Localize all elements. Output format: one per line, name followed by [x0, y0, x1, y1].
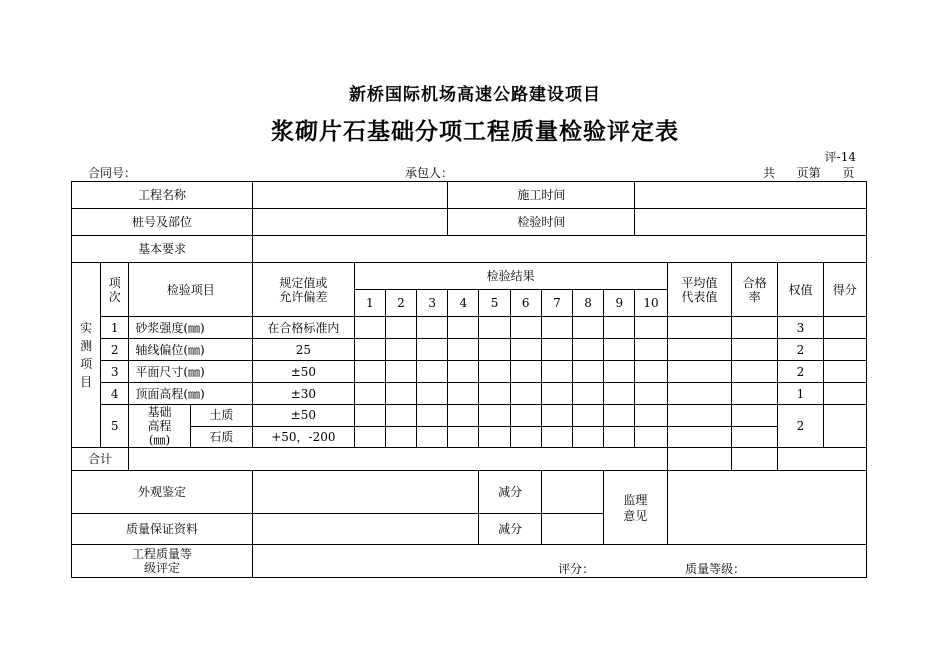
measured-items-text: 实测项目 [80, 321, 93, 389]
spec-value: ±50 [253, 361, 355, 383]
pages-current-label: 页第 [796, 166, 821, 180]
result-cell[interactable] [573, 361, 604, 383]
result-cell[interactable] [510, 361, 541, 383]
deduction-label-1: 减分 [479, 471, 541, 514]
weight-header: 权值 [778, 263, 823, 317]
result-number-header: 1 [354, 290, 385, 317]
project-name-label: 工程名称 [72, 182, 253, 209]
total-weight[interactable] [667, 448, 731, 471]
result-cell[interactable] [385, 405, 416, 427]
item-no: 4 [101, 383, 129, 405]
table-row [72, 361, 867, 383]
result-cell[interactable] [510, 405, 541, 427]
result-number-header: 2 [385, 290, 416, 317]
result-cell[interactable] [385, 383, 416, 405]
result-cell[interactable] [417, 405, 448, 427]
result-cell[interactable] [573, 339, 604, 361]
inspection-table [71, 181, 867, 578]
result-cell[interactable] [573, 317, 604, 339]
pass-rate-cell[interactable] [732, 405, 778, 427]
average-cell[interactable] [667, 405, 731, 427]
result-cell[interactable] [385, 339, 416, 361]
result-cell[interactable] [541, 383, 572, 405]
table-row [72, 383, 867, 405]
result-cell[interactable] [604, 339, 635, 361]
score-cell[interactable] [823, 405, 866, 448]
weight-value: 2 [778, 339, 823, 361]
construction-time-value[interactable] [635, 182, 867, 209]
result-cell[interactable] [541, 426, 572, 448]
item-name: 平面尺寸(㎜) [129, 361, 253, 383]
project-name-value[interactable] [253, 182, 448, 209]
result-cell[interactable] [573, 383, 604, 405]
result-cell[interactable] [479, 339, 510, 361]
result-cell[interactable] [385, 361, 416, 383]
spec-value: +50，-200 [253, 426, 355, 448]
spec-value: 在合格标准内 [253, 317, 355, 339]
weight-value: 2 [778, 405, 823, 448]
result-cell[interactable] [510, 317, 541, 339]
table-row [72, 317, 867, 339]
result-cell[interactable] [354, 426, 385, 448]
result-cell[interactable] [417, 317, 448, 339]
page-counter [763, 164, 854, 181]
pass-rate-header: 合格率 [732, 263, 778, 317]
average-header: 平均值代表值 [667, 263, 731, 317]
result-cell[interactable] [604, 426, 635, 448]
weight-value: 3 [778, 317, 823, 339]
result-cell[interactable] [635, 405, 667, 427]
supervision-label: 监理意见 [604, 471, 667, 545]
appearance-label: 外观鉴定 [72, 471, 253, 514]
supervision-value[interactable] [667, 471, 866, 545]
result-number-header: 9 [604, 290, 635, 317]
measured-items-label [72, 263, 101, 448]
grade-label: 质量等级： [685, 562, 746, 576]
result-cell[interactable] [573, 405, 604, 427]
result-cell[interactable] [354, 383, 385, 405]
appearance-value[interactable] [253, 471, 479, 514]
result-cell[interactable] [510, 383, 541, 405]
pass-rate-cell[interactable] [732, 361, 778, 383]
item-name: 顶面高程(㎜) [129, 383, 253, 405]
result-cell[interactable] [479, 383, 510, 405]
deduction-value-1[interactable] [541, 471, 603, 514]
result-cell[interactable] [479, 426, 510, 448]
rating-label: 评分： [558, 562, 595, 576]
quality-evaluation-label: 工程质量等级评定 [72, 545, 253, 578]
pages-end-label: 页 [842, 166, 855, 180]
result-cell[interactable] [510, 426, 541, 448]
score-cell[interactable] [823, 317, 866, 339]
result-cell[interactable] [417, 339, 448, 361]
result-cell[interactable] [604, 361, 635, 383]
form-title: 浆砌片石基础分项工程质量检验评定表 [271, 119, 679, 145]
result-cell[interactable] [354, 317, 385, 339]
project-name: 新桥国际机场高速公路建设项目 [349, 85, 601, 105]
table-row [72, 426, 867, 448]
result-number-header: 5 [479, 290, 510, 317]
result-cell[interactable] [510, 339, 541, 361]
station-label: 桩号及部位 [72, 209, 253, 236]
spec-value: ±30 [253, 383, 355, 405]
contract-number-label: 合同号： [88, 166, 137, 180]
total-label: 合计 [72, 448, 129, 471]
result-cell[interactable] [448, 383, 479, 405]
qa-docs-label: 质量保证资料 [72, 514, 253, 545]
pass-rate-cell[interactable] [732, 339, 778, 361]
result-cell[interactable] [635, 383, 667, 405]
quality-evaluation-value[interactable] [253, 545, 867, 578]
table-row [72, 339, 867, 361]
result-cell[interactable] [354, 339, 385, 361]
result-number-header: 7 [541, 290, 572, 317]
result-number-header: 4 [448, 290, 479, 317]
station-value[interactable] [253, 209, 448, 236]
form-number: 评-14 [824, 150, 856, 164]
construction-time-label: 施工时间 [448, 182, 635, 209]
result-cell[interactable] [604, 405, 635, 427]
deduction-label-2: 减分 [479, 514, 541, 545]
result-cell[interactable] [541, 361, 572, 383]
result-cell[interactable] [635, 339, 667, 361]
qa-docs-value[interactable] [253, 514, 479, 545]
item-no: 3 [101, 361, 129, 383]
item-name: 轴线偏位(㎜) [129, 339, 253, 361]
pass-rate-cell[interactable] [732, 317, 778, 339]
inspection-time-value[interactable] [635, 209, 867, 236]
result-cell[interactable] [417, 361, 448, 383]
sub-item-rock: 石质 [190, 426, 252, 448]
total-score[interactable] [732, 448, 778, 471]
results-header: 检验结果 [354, 263, 667, 290]
item-no: 5 [101, 405, 129, 448]
result-number-header: 8 [573, 290, 604, 317]
result-cell[interactable] [635, 361, 667, 383]
result-cell[interactable] [573, 426, 604, 448]
score-cell[interactable] [823, 361, 866, 383]
score-header: 得分 [823, 263, 866, 317]
contractor-label: 承包人： [405, 166, 454, 180]
spec-header: 规定值或允许偏差 [253, 263, 355, 317]
result-cell[interactable] [448, 405, 479, 427]
result-number-header: 10 [635, 290, 667, 317]
item-no: 2 [101, 339, 129, 361]
result-cell[interactable] [448, 317, 479, 339]
weight-value: 1 [778, 383, 823, 405]
result-cell[interactable] [417, 426, 448, 448]
result-cell[interactable] [604, 383, 635, 405]
total-results[interactable] [129, 448, 667, 471]
average-cell[interactable] [667, 339, 731, 361]
sub-item-soil: 土质 [190, 405, 252, 427]
item-name: 基础高程(㎜) [129, 405, 190, 448]
result-cell[interactable] [448, 361, 479, 383]
check-item-header: 检验项目 [129, 263, 253, 317]
item-no: 1 [101, 317, 129, 339]
result-cell[interactable] [417, 383, 448, 405]
result-cell[interactable] [541, 405, 572, 427]
result-number-header: 3 [417, 290, 448, 317]
result-cell[interactable] [448, 426, 479, 448]
average-cell[interactable] [667, 383, 731, 405]
result-cell[interactable] [354, 361, 385, 383]
inspection-time-label: 检验时间 [448, 209, 635, 236]
basic-requirements-value[interactable] [253, 236, 867, 263]
pass-rate-cell[interactable] [732, 383, 778, 405]
spec-value: ±50 [253, 405, 355, 427]
basic-requirements-label: 基本要求 [72, 236, 253, 263]
result-cell[interactable] [479, 405, 510, 427]
table-row [72, 405, 867, 427]
result-number-header: 6 [510, 290, 541, 317]
average-cell[interactable] [667, 317, 731, 339]
item-no-header: 项次 [101, 263, 129, 317]
result-cell[interactable] [385, 317, 416, 339]
average-cell[interactable] [667, 426, 731, 448]
pages-total-label: 共 [763, 166, 776, 180]
result-cell[interactable] [635, 317, 667, 339]
result-cell[interactable] [635, 426, 667, 448]
result-cell[interactable] [541, 339, 572, 361]
deduction-value-2[interactable] [541, 514, 603, 545]
result-cell[interactable] [479, 361, 510, 383]
average-cell[interactable] [667, 361, 731, 383]
result-cell[interactable] [354, 405, 385, 427]
score-cell[interactable] [823, 339, 866, 361]
weight-value: 2 [778, 361, 823, 383]
result-cell[interactable] [604, 317, 635, 339]
spec-value: 25 [253, 339, 355, 361]
result-cell[interactable] [385, 426, 416, 448]
pass-rate-cell[interactable] [732, 426, 778, 448]
score-cell[interactable] [823, 383, 866, 405]
result-cell[interactable] [448, 339, 479, 361]
item-name: 砂浆强度(㎜) [129, 317, 253, 339]
result-cell[interactable] [541, 317, 572, 339]
result-cell[interactable] [479, 317, 510, 339]
